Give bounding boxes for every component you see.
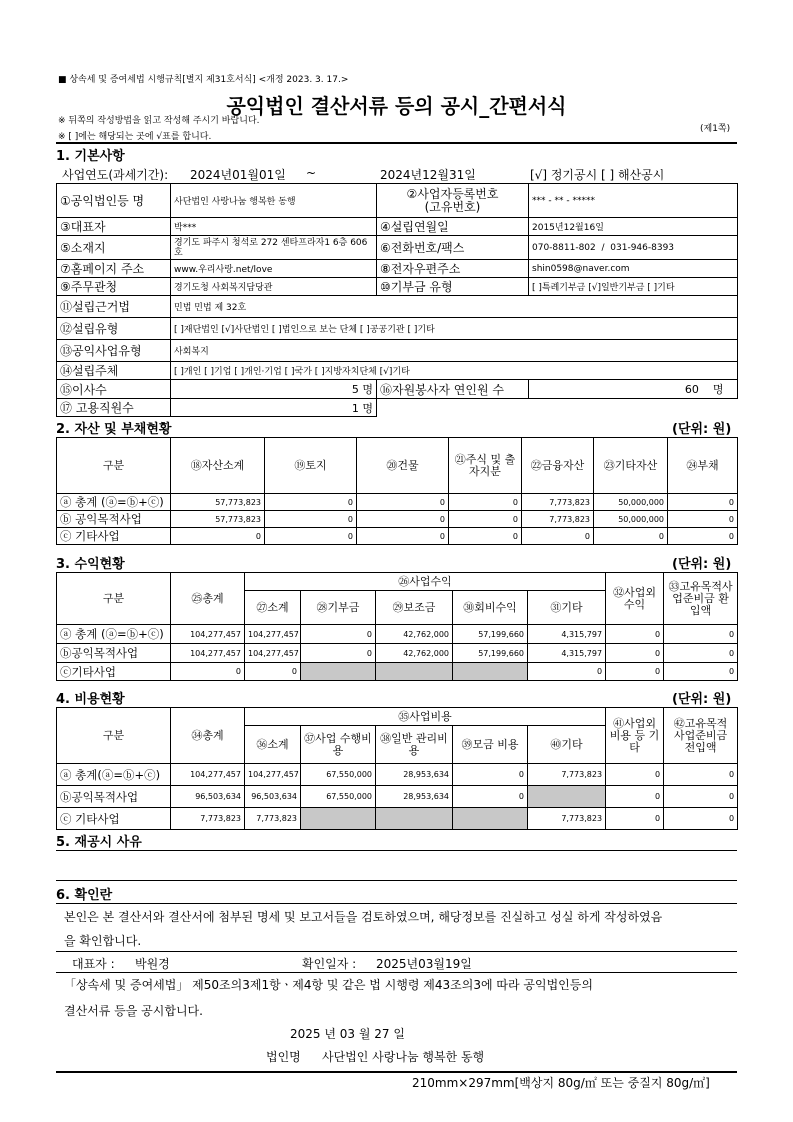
bizno-label: ②사업자등록번호 (고유번호)	[377, 184, 529, 218]
cell: 7,773,823	[528, 808, 606, 830]
cell: 0	[357, 528, 449, 545]
period-label: 사업연도(과세기간):	[62, 168, 169, 182]
cell: 104,277,457	[245, 625, 301, 644]
cell: 96,503,634	[171, 786, 245, 808]
cell-disabled	[453, 663, 528, 681]
note-instructions: ※ 뒤쪽의 작성방법을 읽고 작성해 주시기 바랍니다.	[58, 116, 260, 126]
cell-disabled	[301, 808, 376, 830]
confirm-statement-line1: 본인은 본 결산서와 결산서에 첨부된 명세 및 보고서들을 검토하였으며, 해당정보를 진실하고 성실 하게 작성하였음	[64, 910, 663, 924]
cell: 0	[594, 528, 668, 545]
corp-name: 사단법인 사랑나눔 행복한 동행	[322, 1050, 485, 1064]
form-reference: ■ 상속세 및 증여세법 시행규칙[별지 제31호서식] <개정 2023. 3. 17.>	[58, 75, 349, 85]
table-row	[57, 511, 738, 528]
section3-unit: (단위: 원)	[672, 557, 732, 572]
row-label: ⓒ 기타사업	[57, 808, 171, 830]
confirm-rep-name: 박원경	[135, 957, 170, 971]
expense-sub-3: ㊴모금 비용	[453, 726, 528, 764]
volunteers-label: ⑯자원봉사자 연인원 수	[377, 380, 529, 399]
section4-unit: (단위: 원)	[672, 692, 732, 707]
cell: 0	[171, 528, 265, 545]
donation-label: ⑩기부금 유형	[377, 278, 529, 296]
assets-header-7: ㉔부채	[668, 438, 738, 494]
cell: 67,550,000	[301, 764, 376, 786]
founder-value: [ ]개인 [ ]기업 [ ]개인·기업 [ ]국가 [ ]지방자치단체 [√]기타	[171, 362, 738, 380]
expense-header-group: ㉟사업비용	[245, 708, 606, 726]
cell: 0	[664, 663, 738, 681]
cell: 50,000,000	[594, 511, 668, 528]
expense-table	[56, 707, 738, 830]
row-label: ⓒ 기타사업	[57, 528, 171, 545]
cell-disabled	[376, 663, 453, 681]
cell-disabled	[453, 808, 528, 830]
expense-sub-0: ㊱소계	[245, 726, 301, 764]
addr-value: 경기도 파주시 청석로 272 센타프라자1 6층 606호	[171, 236, 377, 260]
section6-heading: 6. 확인란	[56, 888, 113, 903]
table-row	[57, 625, 738, 644]
cell: 7,773,823	[245, 808, 301, 830]
section4-heading: 4. 비용현황	[56, 692, 125, 707]
revenue-sub-3: ㉚회비수익	[453, 591, 528, 625]
email-label: ⑧전자우편주소	[377, 260, 529, 278]
cell: 0	[265, 528, 357, 545]
cell: 0	[453, 786, 528, 808]
revenue-table	[56, 572, 738, 681]
assets-header-0: 구분	[57, 438, 171, 494]
paper-spec: 210mm×297mm[백상지 80g/㎡ 또는 중질지 80g/㎡]	[412, 1076, 710, 1090]
confirm-date-value: 2025년03월19일	[376, 957, 472, 971]
cell: 0	[245, 663, 301, 681]
cell: 96,503,634	[245, 786, 301, 808]
cell: 104,277,457	[171, 625, 245, 644]
web-value: www.우리사랑.net/love	[171, 260, 377, 278]
corp-label: 법인명	[266, 1050, 301, 1064]
email-value: shin0598@naver.com	[529, 260, 738, 278]
cell: 57,199,660	[453, 625, 528, 644]
cell-disabled	[528, 786, 606, 808]
note-checkmark: ※ [ ]에는 해당되는 곳에 √표를 합니다.	[58, 132, 212, 142]
expense-header-total: ㉞총계	[171, 708, 245, 764]
cell: 0	[171, 663, 245, 681]
assets-table	[56, 437, 738, 545]
cell: 0	[606, 764, 664, 786]
assets-header-1: ⑱자산소계	[171, 438, 265, 494]
fax-value: 031-946-8393	[610, 242, 675, 253]
bizno-value: *** - ** - *****	[529, 184, 738, 218]
cell: 7,773,823	[171, 808, 245, 830]
row-label: ⓒ기타사업	[57, 663, 171, 681]
directors-label: ⑮이사수	[57, 380, 171, 399]
cell: 104,277,457	[171, 764, 245, 786]
law-statement-line1: 「상속세 및 증여세법」 제50조의3제1항ㆍ제4항 및 같은 법 시행령 제43조의3에 따라 공익법인등의	[64, 978, 593, 992]
expense-header-nonbiz: ㊶사업외 비용 등 기타	[606, 708, 664, 764]
volunteers-unit: 명	[712, 383, 724, 396]
section2-unit: (단위: 원)	[672, 422, 732, 437]
cell: 0	[664, 625, 738, 644]
auth-value: 경기도청 사회복지담당관	[171, 278, 377, 296]
section5-heading: 5. 재공시 사유	[56, 835, 142, 850]
tel-separator: /	[601, 242, 605, 253]
revenue-header-total: ㉕총계	[171, 573, 245, 625]
expense-header-gubun: 구분	[57, 708, 171, 764]
cell: 104,277,457	[245, 644, 301, 663]
table-row	[57, 808, 738, 830]
assets-header-5: ㉒금융자산	[522, 438, 594, 494]
cell: 0	[606, 625, 664, 644]
est-label: ④설립연월일	[377, 218, 529, 236]
assets-header-6: ㉓기타자산	[594, 438, 668, 494]
donation-value: [ ]특례기부금 [√]일반기부금 [ ]기타	[529, 278, 738, 296]
cell: 67,550,000	[301, 786, 376, 808]
cell: 57,773,823	[171, 511, 265, 528]
employees-label: ⑰ 고용직원수	[57, 399, 171, 417]
cell: 50,000,000	[594, 494, 668, 511]
disclosure-type: [√] 정기공시 [ ] 해산공시	[530, 168, 665, 182]
confirm-statement-line2: 을 확인합니다.	[64, 934, 142, 948]
cell: 0	[522, 528, 594, 545]
type-label: ⑫설립유형	[57, 318, 171, 340]
cell: 0	[668, 528, 738, 545]
cell: 0	[357, 511, 449, 528]
rep-value: 박***	[171, 218, 377, 236]
cell: 104,277,457	[171, 644, 245, 663]
expense-sub-4: ㊵기타	[528, 726, 606, 764]
cell: 57,199,660	[453, 644, 528, 663]
cell: 0	[453, 764, 528, 786]
addr-label: ⑤소재지	[57, 236, 171, 260]
cell: 0	[301, 644, 376, 663]
page-number: (제1쪽)	[700, 124, 731, 134]
law-label: ⑪설립근거법	[57, 296, 171, 318]
cell: 0	[265, 494, 357, 511]
section1-heading: 1. 기본사항	[56, 149, 125, 164]
cell-disabled	[376, 808, 453, 830]
period-tilde: ~	[306, 166, 317, 180]
assets-header-2: ⑲토지	[265, 438, 357, 494]
tel-label: ⑥전화번호/팩스	[377, 236, 529, 260]
tel-fax-value	[529, 236, 738, 260]
section2-heading: 2. 자산 및 부채현황	[56, 422, 172, 437]
employees-value: 1 명	[171, 399, 377, 417]
est-value: 2015년12월16일	[529, 218, 738, 236]
law-statement-line2: 결산서류 등을 공시합니다.	[64, 1004, 203, 1018]
expense-sub-1: ㊲사업 수행비용	[301, 726, 376, 764]
cell: 0	[265, 511, 357, 528]
table-row	[57, 663, 738, 681]
row-label: ⓐ 총계(ⓐ=ⓑ+ⓒ)	[57, 764, 171, 786]
cell: 42,762,000	[376, 644, 453, 663]
cell: 42,762,000	[376, 625, 453, 644]
law-value: 민법 민법 제 32호	[171, 296, 738, 318]
cell: 4,315,797	[528, 644, 606, 663]
basic-info-table	[56, 183, 738, 417]
tel-value: 070-8811-802	[532, 242, 596, 253]
cell: 0	[449, 494, 522, 511]
cell: 0	[664, 786, 738, 808]
period-start: 2024년01월01일	[190, 168, 286, 182]
page-title: 공익법인 결산서류 등의 공시_간편서식	[226, 94, 567, 118]
table-row	[57, 494, 738, 511]
table-row	[57, 764, 738, 786]
cell: 0	[606, 663, 664, 681]
assets-header-4: ㉑주식 및 출자지분	[449, 438, 522, 494]
cell-disabled	[301, 663, 376, 681]
revenue-sub-1: ㉘기부금	[301, 591, 376, 625]
founder-label: ⑭설립주체	[57, 362, 171, 380]
volunteers-value-cell	[529, 380, 738, 399]
biz-value: 사회복지	[171, 340, 738, 362]
table-row	[57, 644, 738, 663]
rep-label: ③대표자	[57, 218, 171, 236]
cell: 0	[606, 644, 664, 663]
type-value: [ ]재단법인 [√]사단법인 [ ]법인으로 보는 단체 [ ]공공기관 [ ]기타	[171, 318, 738, 340]
cell: 0	[449, 511, 522, 528]
table-row	[57, 528, 738, 545]
cell: 0	[449, 528, 522, 545]
cell: 0	[664, 764, 738, 786]
cell: 0	[528, 663, 606, 681]
expense-sub-2: ㊳일반 관리비용	[376, 726, 453, 764]
confirm-rep-label: 대표자 :	[72, 957, 115, 971]
cell: 28,953,634	[376, 786, 453, 808]
cell: 0	[301, 625, 376, 644]
volunteers-value: 60	[684, 383, 699, 396]
row-label: ⓐ 총계 (ⓐ=ⓑ+ⓒ)	[57, 494, 171, 511]
revenue-sub-2: ㉙보조금	[376, 591, 453, 625]
cell: 0	[664, 808, 738, 830]
directors-value: 5 명	[171, 380, 377, 399]
table-row	[57, 786, 738, 808]
publish-date: 2025 년 03 월 27 일	[290, 1027, 405, 1041]
assets-header-3: ⑳건물	[357, 438, 449, 494]
row-label: ⓑ 공익목적사업	[57, 511, 171, 528]
cell: 0	[668, 511, 738, 528]
revenue-header-reserve: ㉝고유목적사업준비금 환입액	[664, 573, 738, 625]
name-label: ①공익법인등 명	[57, 184, 171, 218]
row-label: ⓑ공익목적사업	[57, 786, 171, 808]
cell: 0	[664, 644, 738, 663]
revenue-header-gubun: 구분	[57, 573, 171, 625]
cell: 28,953,634	[376, 764, 453, 786]
confirm-date-label: 확인일자 :	[302, 957, 357, 971]
cell: 104,277,457	[245, 764, 301, 786]
cell: 0	[668, 494, 738, 511]
biz-label: ⑬공익사업유형	[57, 340, 171, 362]
section3-heading: 3. 수익현황	[56, 557, 125, 572]
web-label: ⑦홈페이지 주소	[57, 260, 171, 278]
revenue-header-group: ㉖사업수익	[245, 573, 606, 591]
cell: 0	[606, 808, 664, 830]
name-value: 사단법인 사랑나눔 행복한 동행	[171, 184, 377, 218]
cell: 7,773,823	[522, 511, 594, 528]
cell: 7,773,823	[522, 494, 594, 511]
revenue-header-nonbiz: ㉜사업외수익	[606, 573, 664, 625]
row-label: ⓐ 총계 (ⓐ=ⓑ+ⓒ)	[57, 625, 171, 644]
row-label: ⓑ공익목적사업	[57, 644, 171, 663]
cell: 0	[606, 786, 664, 808]
cell: 7,773,823	[528, 764, 606, 786]
auth-label: ⑨주무관청	[57, 278, 171, 296]
revenue-sub-0: ㉗소계	[245, 591, 301, 625]
period-end: 2024년12월31일	[380, 168, 476, 182]
cell: 4,315,797	[528, 625, 606, 644]
revenue-sub-4: ㉛기타	[528, 591, 606, 625]
cell: 0	[357, 494, 449, 511]
expense-header-reserve: ㊷고유목적 사업준비금 전입액	[664, 708, 738, 764]
cell: 57,773,823	[171, 494, 265, 511]
